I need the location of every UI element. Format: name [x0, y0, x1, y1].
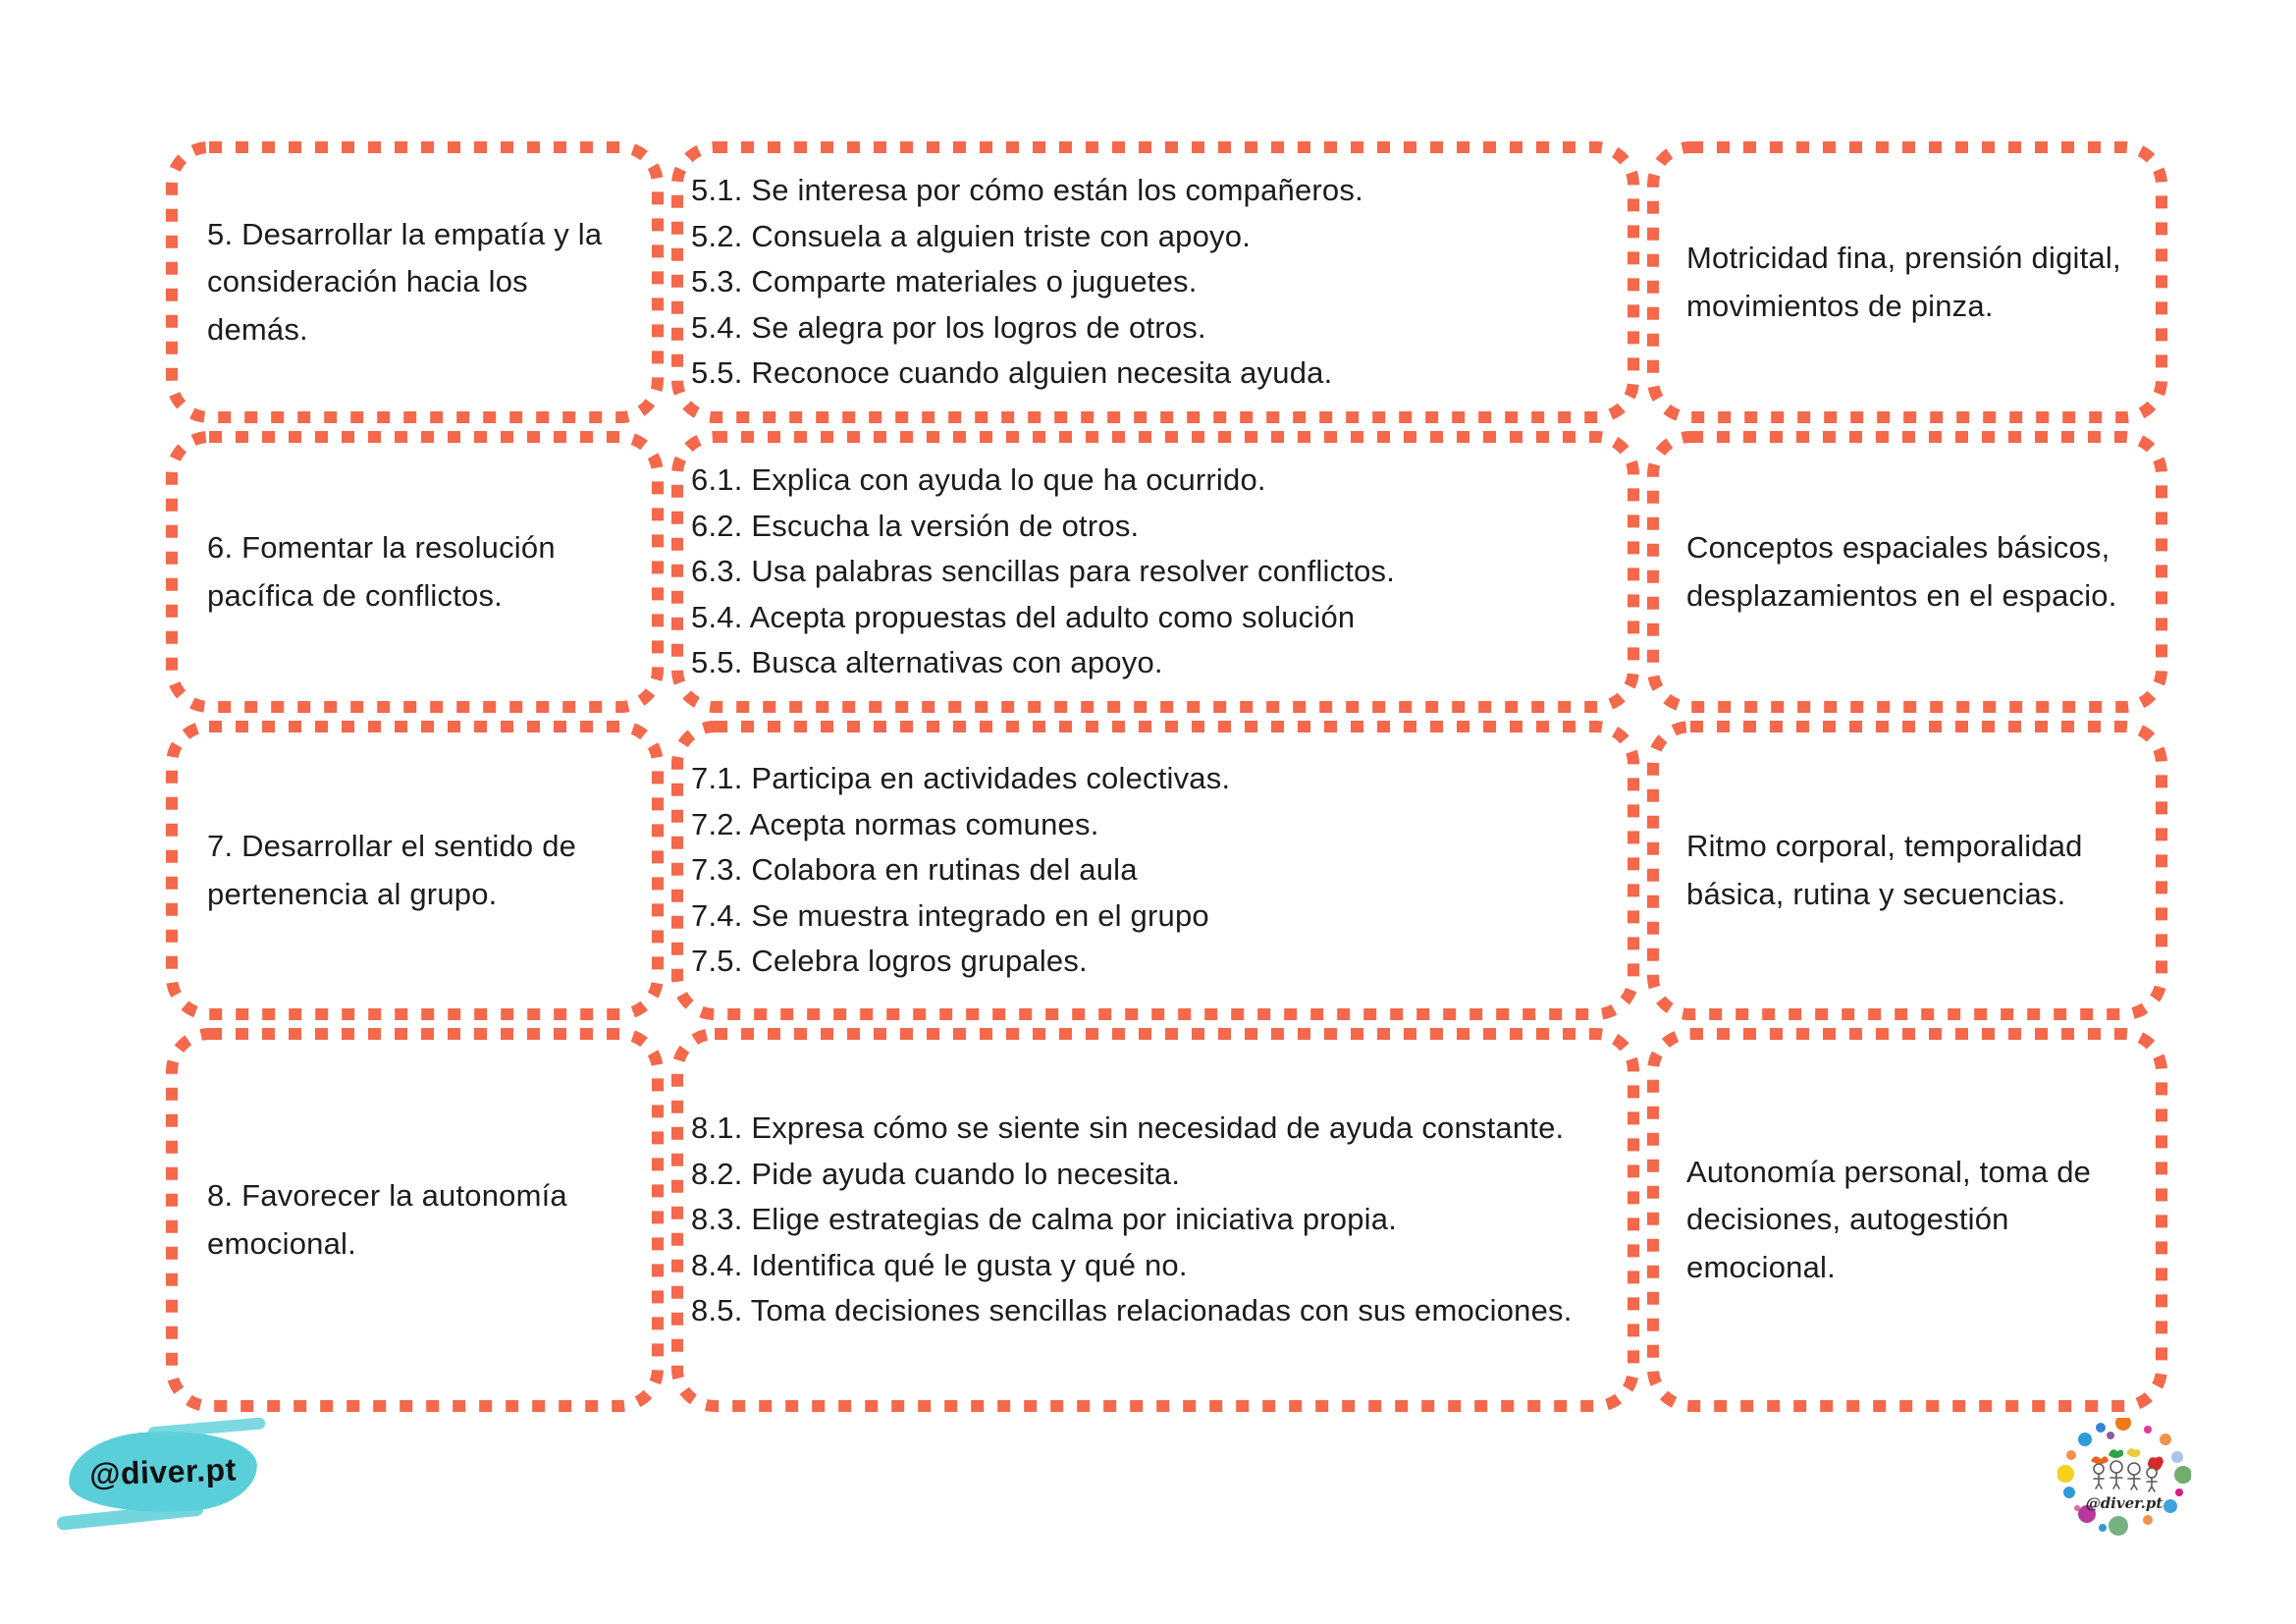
criteria-item: 7.5. Celebra logros grupales. [691, 944, 1088, 979]
brand-handle: @diver.pt [88, 1450, 238, 1492]
contents-text: Autonomía personal, toma de decisiones, autogestión emocional. [1686, 1155, 2092, 1284]
criteria-item: 8.5. Toma decisiones sencillas relacionadas con sus emociones. [691, 1293, 1573, 1328]
criteria-item: 5.1. Se interesa por cómo están los compañeros. [691, 173, 1363, 208]
logo-dots-icon [2057, 1418, 2191, 1543]
criteria-item: 7.3. Colabora en rutinas del aula [691, 852, 1138, 888]
criteria-item: 5.3. Comparte materiales o juguetes. [691, 264, 1198, 299]
brand-badge [68, 1429, 259, 1516]
contents-text: Ritmo corporal, temporalidad básica, rutina y secuencias. [1686, 829, 2083, 911]
criteria-item: 8.1. Expresa cómo se siente sin necesidad de ayuda constante. [691, 1110, 1565, 1146]
objective-card-7 [164, 719, 666, 1022]
criteria-item: 6.3. Usa palabras sencillas para resolver conflictos. [691, 554, 1396, 589]
criteria-list [691, 1106, 1624, 1334]
criteria-list [691, 458, 1624, 686]
objective-text: 7. Desarrollar el sentido de pertenencia al grupo. [207, 829, 577, 911]
objective-text: 6. Fomentar la resolución pacífica de conflictos. [207, 530, 556, 613]
criteria-item: 8.2. Pide ayuda cuando lo necesita. [691, 1156, 1181, 1191]
contents-text: Motricidad fina, prensión digital, movimientos de pinza. [1686, 241, 2121, 323]
objective-card-6 [164, 429, 666, 715]
children-figures-icon [2091, 1448, 2163, 1491]
criteria-card-6 [669, 429, 1641, 715]
criteria-item: 8.4. Identifica qué le gusta y qué no. [691, 1247, 1188, 1282]
criteria-list [691, 756, 1624, 985]
criteria-item: 5.2. Consuela a alguien triste con apoyo. [691, 218, 1252, 253]
criteria-item: 7.2. Acepta normas comunes. [691, 806, 1099, 841]
criteria-card-5 [669, 139, 1641, 425]
contents-text: Conceptos espaciales básicos, desplazamientos en el espacio. [1686, 530, 2117, 613]
criteria-list [691, 168, 1624, 397]
criteria-item: 5.5. Busca alternativas con apoyo. [691, 645, 1163, 680]
criteria-item: 7.4. Se muestra integrado en el grupo [691, 897, 1209, 933]
objective-text: 8. Favorecer la autonomía emocional. [207, 1178, 567, 1261]
contents-card-5 [1645, 139, 2169, 425]
objective-card-5 [164, 139, 666, 425]
criteria-item: 5.4. Se alegra por los logros de otros. [691, 309, 1206, 345]
objective-text: 5. Desarrollar la empatía y la consideración hacia los demás. [207, 217, 603, 347]
contents-card-6 [1645, 429, 2169, 715]
criteria-item: 8.3. Elige estrategias de calma por iniciativa propia. [691, 1202, 1398, 1237]
criteria-item: 7.1. Participa en actividades colectivas. [691, 761, 1231, 796]
contents-card-7 [1645, 719, 2169, 1022]
logo-handle: @diver.pt [2085, 1494, 2163, 1512]
diver-logo [2057, 1418, 2191, 1543]
criteria-item: 6.1. Explica con ayuda lo que ha ocurrido. [691, 462, 1266, 498]
criteria-item: 6.2. Escucha la versión de otros. [691, 508, 1140, 543]
criteria-card-8 [669, 1026, 1641, 1414]
criteria-item: 5.5. Reconoce cuando alguien necesita ayuda. [691, 355, 1333, 391]
criteria-card-7 [669, 719, 1641, 1022]
contents-card-8 [1645, 1026, 2169, 1414]
objective-card-8 [164, 1026, 666, 1414]
criteria-item: 5.4. Acepta propuestas del adulto como solución [691, 599, 1356, 634]
